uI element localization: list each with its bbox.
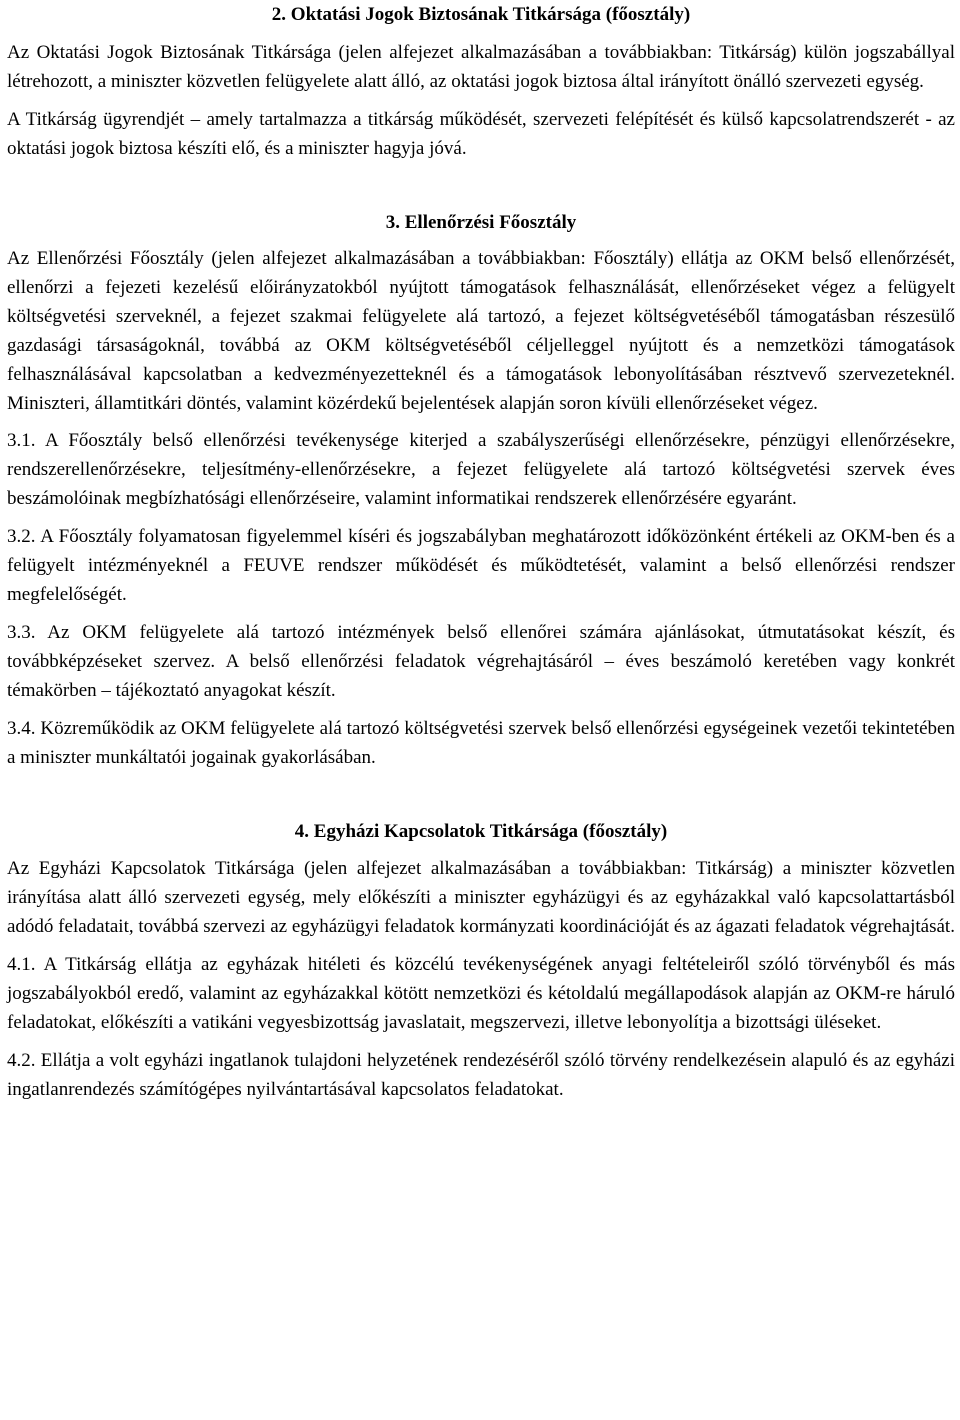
section-2-heading: 2. Oktatási Jogok Biztosának Titkársága (főosztály) — [271, 4, 691, 25]
section-3-intro: Az Ellenőrzési Főosztály (jelen alfejezet alkalmazásában a továbbiakban: Főosztály) ellátja az OKM belső ellenőrzését, ellenőrzi a fejezeti kezelésű előirányzatokból nyújtott támogatások felhasználását, ellenőrzéseket végez a felügyelt költségvetési szerveknél, a fejezet szakmai felügyelete alá tartozó, a fejezet költségvetéséből támogatásban részesülő gazdasági társaságoknál, továbbá az OKM költségvetéséből céljelleggel nyújtott és a nemzetközi támogatások felhasználásával kapcsolatban a kedvezményezetteknél és a támogatások lebonyolításában résztvevő szervezeteknél. Miniszteri, államtitkári döntés, valamint közérdekű bejelentések alapján soron kívüli ellenőrzéseket végez. — [7, 248, 955, 414]
section-2-paragraph-1: Az Oktatási Jogok Biztosának Titkársága (jelen alfejezet alkalmazásában a továbbiakban: Titkárság) külön jogszabállyal létrehozott, a miniszter közvetlen felügyelete alatt álló, az oktatási jogok biztosa által irányított önálló szervezeti egység. — [7, 42, 955, 92]
section-4-item-2: 4.2. Ellátja a volt egyházi ingatlanok tulajdoni helyzetének rendezéséről szóló törvény rendelkezésein alapuló és az egyházi ingatlanrendezés számítógépes nyilvántartásával kapcsolatos feladatokat. — [7, 1050, 955, 1100]
section-3-item-2: 3.2. A Főosztály folyamatosan figyelemmel kíséri és jogszabályban meghatározott időközönként értékeli az OKM-ben és a felügyelt intézményeknél a FEUVE rendszer működését és működtetését, valamint a belső ellenőrzési rendszer megfelelőségét. — [7, 526, 955, 605]
section-4-heading: 4. Egyházi Kapcsolatok Titkársága (főosztály) — [294, 821, 668, 842]
section-4-intro: Az Egyházi Kapcsolatok Titkársága (jelen alfejezet alkalmazásában a továbbiakban: Titkárság) a miniszter közvetlen irányítása alatt álló szervezeti egység, mely előkészíti a miniszter egyházügyi és az egyházakkal való kapcsolattartásból adódó feladatait, továbbá szervezi az egyházügyi feladatok kormányzati koordinációját és az ágazati feladatok végrehajtását. — [7, 858, 955, 937]
section-2-paragraph-2: A Titkárság ügyrendjét – amely tartalmazza a titkárság működését, szervezeti felépítését és külső kapcsolatrendszerét - az oktatási jogok biztosa készíti elő, és a miniszter hagyja jóvá. — [7, 109, 955, 159]
section-3-item-4: 3.4. Közreműködik az OKM felügyelete alá tartozó költségvetési szervek belső ellenőrzési egységeinek vezetői tekintetében a miniszter munkáltatói jogainak gyakorlásában. — [7, 718, 955, 768]
section-4-item-1: 4.1. A Titkárság ellátja az egyházak hitéleti és közcélú tevékenységének anyagi feltételeiről szóló törvényből és más jogszabályokból eredő, valamint az egyházakkal kötött nemzetközi és kétoldalú megállapodások alapján az OKM-re háruló feladatokat, előkészíti a vatikáni vegyesbizottság javaslatait, megszervezi, illetve lebonyolítja a bizottsági üléseket. — [7, 954, 955, 1033]
section-3-item-3: 3.3. Az OKM felügyelete alá tartozó intézmények belső ellenőrei számára ajánlásokat, útmutatásokat készít, és továbbképzéseket szervez. A belső ellenőrzési feladatok végrehajtásáról – éves beszámoló keretében vagy konkrét témakörben – tájékoztató anyagokat készít. — [7, 622, 955, 701]
section-3-item-1: 3.1. A Főosztály belső ellenőrzési tevékenysége kiterjed a szabályszerűségi ellenőrzésekre, pénzügyi ellenőrzésekre, rendszerellenőrzésekre, teljesítmény-ellenőrzésekre, a fejezet felügyelete alá tartozó költségvetési szervek éves beszámolóinak megbízhatósági ellenőrzéseire, valamint informatikai rendszerek ellenőrzésére egyaránt. — [7, 430, 955, 509]
section-3-heading: 3. Ellenőrzési Főosztály — [385, 212, 577, 233]
document-page — [7, 0, 955, 1104]
